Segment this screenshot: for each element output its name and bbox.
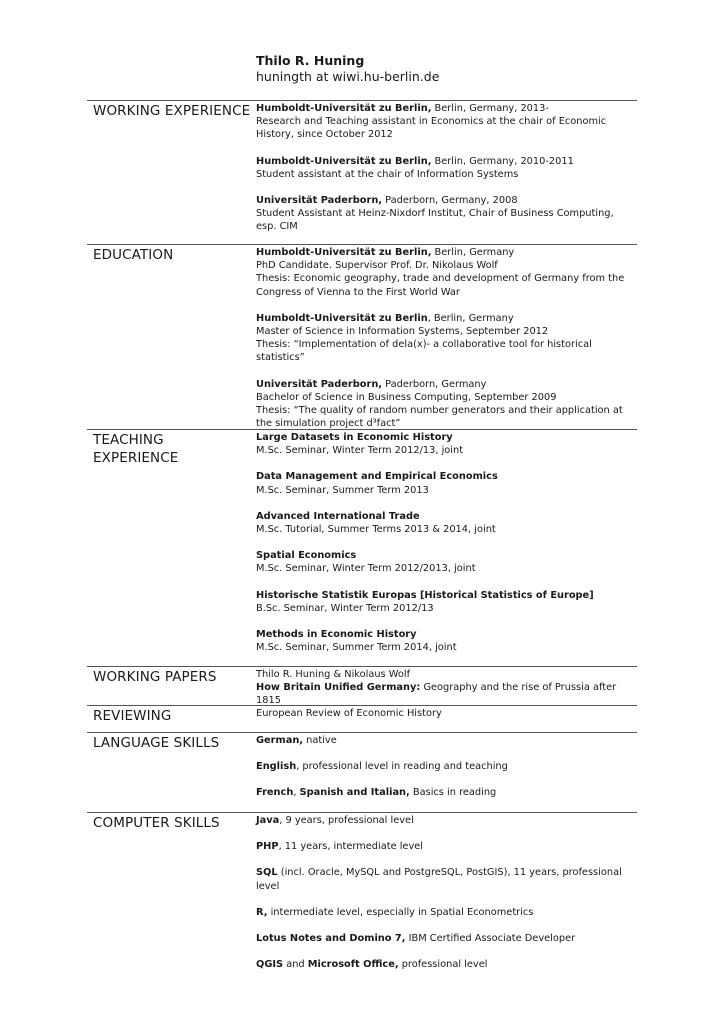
entry-description: Student assistant at the chair of Information Systems [256,168,519,180]
skill-detail: intermediate level, especially in Spatial Econometrics [267,906,534,918]
list-item [256,760,631,773]
language-name: English [256,761,297,773]
language-level: , professional level in reading and teaching [296,761,508,773]
section-language-skills [87,732,637,799]
list-item [256,734,631,747]
cv-header [256,53,439,85]
entry-detail: Berlin, Germany, 2013- [431,103,549,114]
course-title: Data Management and Empirical Economics [256,471,498,483]
conjunction: and [283,959,308,971]
course-title: Spatial Economics [256,550,357,562]
skill-name: SQL [256,867,278,879]
list-item [256,510,631,536]
list-item [256,589,631,615]
list-item [256,932,631,945]
section-education [87,244,637,430]
list-item [256,102,631,142]
paper-authors: Thilo R. Huning & Nikolaus Wolf [256,669,411,680]
skill-detail: (incl. Oracle, MySQL and PostgreSQL, PostGIS), 11 years, professional level [256,867,622,892]
entry-detail: , Berlin, Germany [427,312,514,324]
entry-description: Student Assistant at Heinz-Nixdorf Institut, Chair of Business Computing, esp. CIM [256,208,614,233]
section-computer-skills [87,812,637,971]
entry-heading: Humboldt-Universität zu Berlin [256,312,428,324]
paper-title: How Britain Unified Germany: [256,682,421,694]
skill-detail: , 11 years, intermediate level [278,841,424,853]
list-item [256,840,631,853]
section-title: WORKING EXPERIENCE [93,103,251,119]
language-level: native [303,735,337,746]
skill-detail: IBM Certified Associate Developer [405,933,576,945]
section-body [256,814,631,971]
entry-detail: Paderborn, Germany, 2008 [382,195,518,207]
course-detail: M.Sc. Seminar, Winter Term 2012/13, joint [256,445,464,457]
course-detail: M.Sc. Seminar, Winter Term 2012/2013, joint [256,563,476,575]
list-item [256,786,631,799]
section-body [256,707,631,720]
list-item [256,866,631,892]
entry-degree: PhD Candidate. Supervisor Prof. Dr. Nikolaus Wolf [256,260,498,272]
entry-heading: Universität Paderborn, [256,378,383,390]
list-item [256,707,631,720]
entry-description: Research and Teaching assistant in Economics at the chair of Economic History, since October 2012 [256,116,607,141]
skill-name: Java [256,815,280,826]
skill-detail: , 9 years, professional level [279,815,414,826]
section-body [256,102,631,234]
section-reviewing [87,705,637,724]
section-working-experience [87,100,637,233]
section-title: EDUCATION [93,247,174,263]
course-title: Methods in Economic History [256,629,417,641]
entry-heading: Humboldt-Universität zu Berlin, [256,155,432,167]
list-item [256,958,631,971]
section-working-papers [87,666,637,707]
language-name: German, [256,735,304,746]
list-item [256,431,631,457]
section-title: COMPUTER SKILLS [93,815,220,831]
skill-name: Microsoft Office, [307,959,399,971]
skill-detail: professional level [398,959,488,971]
entry-detail: Paderborn, Germany [382,378,487,390]
course-detail: M.Sc. Seminar, Summer Term 2014, joint [256,642,457,654]
course-detail: M.Sc. Seminar, Summer Term 2013 [256,484,429,496]
skill-name: R, [256,906,268,918]
section-body [256,246,631,430]
entry-thesis: Thesis: “Implementation of dela(x)- a collaborative tool for historical statistics” [256,339,592,364]
entry-degree: Master of Science in Information Systems, September 2012 [256,326,549,338]
list-item [256,246,631,299]
paper-subtitle: Geography and the rise of Prussia after 1815 [256,682,617,707]
entry-heading: Universität Paderborn, [256,195,383,207]
course-detail: M.Sc. Tutorial, Summer Terms 2013 & 2014, joint [256,524,496,536]
entry-thesis: Thesis: “The quality of random number generators and their application at the simulation project d³fact” [256,405,623,430]
entry-detail: Berlin, Germany [431,247,515,258]
language-name: Spanish and Italian, [299,787,410,799]
person-name: Thilo R. Huning [256,53,365,68]
person-email: huningth at wiwi.hu-berlin.de [256,69,440,84]
section-title: TEACHING EXPERIENCE [93,432,179,466]
skill-name: Lotus Notes and Domino 7, [256,933,406,945]
journal-name: European Review of Economic History [256,708,442,719]
list-item [256,549,631,575]
entry-thesis: Thesis: Economic geography, trade and development of Germany from the Congress of Vienna to the First World War [256,273,625,298]
list-item [256,155,631,181]
entry-heading: Humboldt-Universität zu Berlin, [256,247,432,258]
list-item [256,312,631,365]
entry-degree: Bachelor of Science in Business Computing, September 2009 [256,391,557,403]
section-body [256,431,631,654]
section-title: LANGUAGE SKILLS [93,735,220,751]
entry-heading: Humboldt-Universität zu Berlin, [256,103,432,114]
section-body [256,734,631,800]
list-item [256,906,631,919]
course-title: Large Datasets in Economic History [256,432,453,443]
language-name: French [256,787,294,799]
entry-detail: Berlin, Germany, 2010-2011 [431,155,574,167]
skill-name: QGIS [256,959,284,971]
list-item [256,628,631,654]
list-item [256,194,631,234]
section-title: REVIEWING [93,708,172,724]
course-title: Advanced International Trade [256,510,420,522]
skill-name: PHP [256,841,279,853]
section-title: WORKING PAPERS [93,669,217,685]
list-item [256,470,631,496]
separator: , [293,787,300,799]
language-level: Basics in reading [409,787,497,799]
section-body [256,668,631,708]
list-item [256,668,631,708]
course-detail: B.Sc. Seminar, Winter Term 2012/13 [256,602,434,614]
list-item [256,814,631,827]
section-teaching-experience [87,429,637,654]
list-item [256,378,631,431]
course-title: Historische Statistik Europas [Historical Statistics of Europe] [256,589,594,601]
